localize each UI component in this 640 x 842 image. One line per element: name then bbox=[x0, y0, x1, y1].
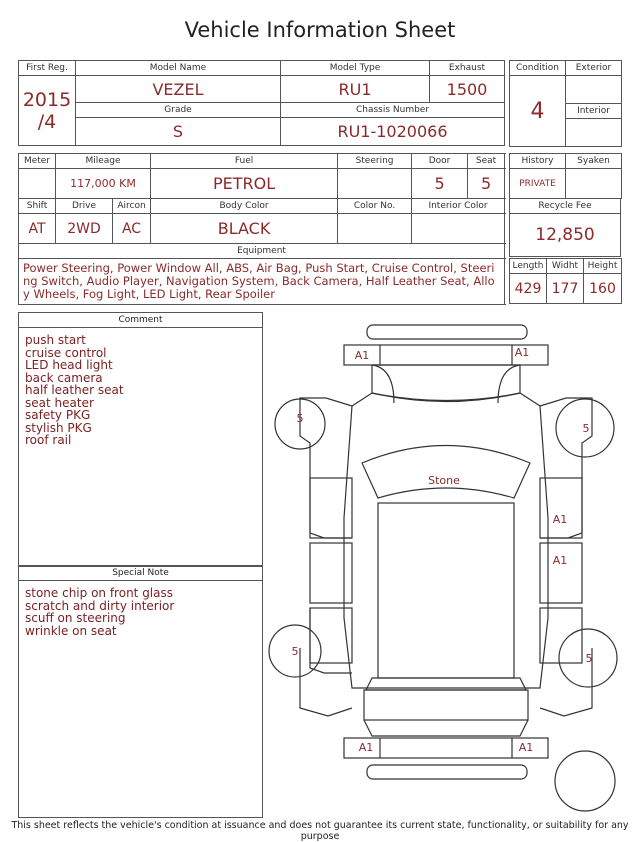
seat-label: Seat bbox=[468, 154, 505, 169]
mark-front-bumper-right: A1 bbox=[514, 346, 530, 359]
height-label: Height bbox=[584, 259, 622, 274]
mark-wheel-front-left: 5 bbox=[296, 412, 304, 425]
special-note-list bbox=[19, 581, 262, 643]
list-item: cruise control bbox=[25, 345, 107, 360]
rear-bumper bbox=[344, 738, 548, 779]
mark-front-bumper-left: A1 bbox=[354, 349, 370, 362]
rear-panel bbox=[364, 720, 528, 736]
body-outline bbox=[344, 393, 548, 688]
exterior-label: Exterior bbox=[566, 61, 622, 76]
list-item: LED head light bbox=[25, 358, 113, 372]
aircon-label: Aircon bbox=[113, 199, 151, 214]
history-value: PRIVATE bbox=[510, 169, 566, 199]
grade-label: Grade bbox=[76, 103, 281, 118]
exhaust-value: 1500 bbox=[430, 76, 505, 103]
model-name-value: VEZEL bbox=[76, 76, 281, 103]
seat-value: 5 bbox=[468, 169, 505, 199]
color-no-value bbox=[338, 214, 412, 244]
condition-value: 4 bbox=[510, 76, 566, 147]
model-type-label: Model Type bbox=[281, 61, 430, 76]
mileage-value: 117,000 KM bbox=[56, 169, 151, 199]
mileage-label: Mileage bbox=[56, 154, 151, 169]
exhaust-label: Exhaust bbox=[430, 61, 505, 76]
door-value: 5 bbox=[412, 169, 468, 199]
history-table bbox=[509, 153, 622, 199]
height-value: 160 bbox=[584, 274, 622, 304]
first-reg-label: First Reg. bbox=[19, 61, 76, 76]
list-item: wrinkle on seat bbox=[25, 623, 117, 638]
meter-value bbox=[19, 169, 56, 199]
list-item: seat heater bbox=[25, 395, 94, 410]
interior-color-value bbox=[412, 214, 505, 244]
comment-label: Comment bbox=[19, 313, 262, 328]
chassis-value: RU1-1020066 bbox=[281, 118, 505, 146]
mark-wheel-rear-left: 5 bbox=[291, 645, 299, 658]
dimensions-table bbox=[509, 258, 622, 304]
list-item: safety PKG bbox=[25, 408, 91, 422]
steering-label: Steering bbox=[338, 154, 412, 169]
length-value: 429 bbox=[510, 274, 547, 304]
disclaimer-footer: This sheet reflects the vehicle's condition at issuance and does not guarantee its current state, functionality, or suitability for any purpose bbox=[11, 820, 629, 842]
grade-value: S bbox=[76, 118, 281, 146]
body-color-label: Body Color bbox=[151, 199, 338, 214]
width-value: 177 bbox=[547, 274, 584, 304]
mark-wheel-front-right: 5 bbox=[582, 422, 590, 435]
car-damage-diagram bbox=[262, 318, 632, 820]
color-no-label: Color No. bbox=[338, 199, 412, 214]
steering-value bbox=[338, 169, 412, 199]
recycle-value: 12,850 bbox=[510, 214, 621, 257]
syaken-label: Syaken bbox=[566, 154, 622, 169]
special-note-box bbox=[18, 565, 263, 818]
comment-box bbox=[18, 312, 263, 567]
first-reg-value bbox=[19, 76, 76, 146]
chassis-label: Chassis Number bbox=[281, 103, 505, 118]
drive-value: 2WD bbox=[56, 214, 113, 244]
meter-label: Meter bbox=[19, 154, 56, 169]
mark-windshield: Stone bbox=[428, 474, 460, 487]
width-label: Widht bbox=[547, 259, 584, 274]
body-color-value: BLACK bbox=[151, 214, 338, 244]
list-item: stone chip on front glass bbox=[25, 586, 174, 600]
recycle-table bbox=[509, 198, 621, 257]
door-label: Door bbox=[412, 154, 468, 169]
list-item: scuff on steering bbox=[25, 611, 126, 625]
registration-table bbox=[18, 60, 505, 146]
condition-label: Condition bbox=[510, 61, 566, 76]
equipment-label: Equipment bbox=[19, 244, 505, 259]
exterior-value bbox=[566, 76, 622, 104]
fuel-label: Fuel bbox=[151, 154, 338, 169]
interior-color-label: Interior Color bbox=[412, 199, 505, 214]
list-item: back camera bbox=[25, 370, 103, 385]
mark-right-door-front: A1 bbox=[552, 513, 568, 526]
interior-value bbox=[566, 119, 622, 147]
list-item: scratch and dirty interior bbox=[25, 598, 175, 613]
model-name-label: Model Name bbox=[76, 61, 281, 76]
fuel-value: PETROL bbox=[151, 169, 338, 199]
model-type-value: RU1 bbox=[281, 76, 430, 103]
list-item: half leather seat bbox=[25, 383, 124, 397]
syaken-value bbox=[566, 169, 622, 199]
page-title: Vehicle Information Sheet bbox=[184, 18, 456, 42]
comment-list bbox=[19, 328, 262, 453]
shift-label: Shift bbox=[19, 199, 56, 214]
mark-rear-bumper-right: A1 bbox=[518, 741, 534, 754]
shift-value: AT bbox=[19, 214, 56, 244]
specs-table bbox=[18, 153, 505, 305]
mark-wheel-rear-right: 5 bbox=[585, 652, 593, 665]
first-reg-month: /4 bbox=[37, 110, 57, 133]
condition-table bbox=[509, 60, 622, 147]
mark-rear-bumper-left: A1 bbox=[358, 741, 374, 754]
windshield bbox=[362, 446, 530, 499]
recycle-label: Recycle Fee bbox=[510, 199, 621, 214]
length-label: Length bbox=[510, 259, 547, 274]
list-item: roof rail bbox=[25, 433, 72, 447]
roof bbox=[378, 503, 514, 678]
aircon-value: AC bbox=[113, 214, 151, 244]
list-item: push start bbox=[25, 333, 86, 347]
mark-right-door-rear: A1 bbox=[552, 554, 568, 567]
front-bumper bbox=[344, 325, 548, 365]
interior-label: Interior bbox=[566, 104, 622, 119]
history-label: History bbox=[510, 154, 566, 169]
special-note-label: Special Note bbox=[19, 566, 262, 581]
equipment-value: Power Steering, Power Window All, ABS, Air Bag, Push Start, Cruise Control, Steering Switch, Audio Player, Navigation System, Back Camera, Half Leather Seat, Alloy Wheels, Fog Light, LED Light, Rear Spoiler bbox=[19, 259, 505, 305]
list-item: stylish PKG bbox=[25, 420, 92, 435]
tailgate bbox=[364, 690, 528, 720]
drive-label: Drive bbox=[56, 199, 113, 214]
spare-wheel bbox=[555, 751, 615, 811]
first-reg-year: 2015 bbox=[22, 88, 72, 111]
